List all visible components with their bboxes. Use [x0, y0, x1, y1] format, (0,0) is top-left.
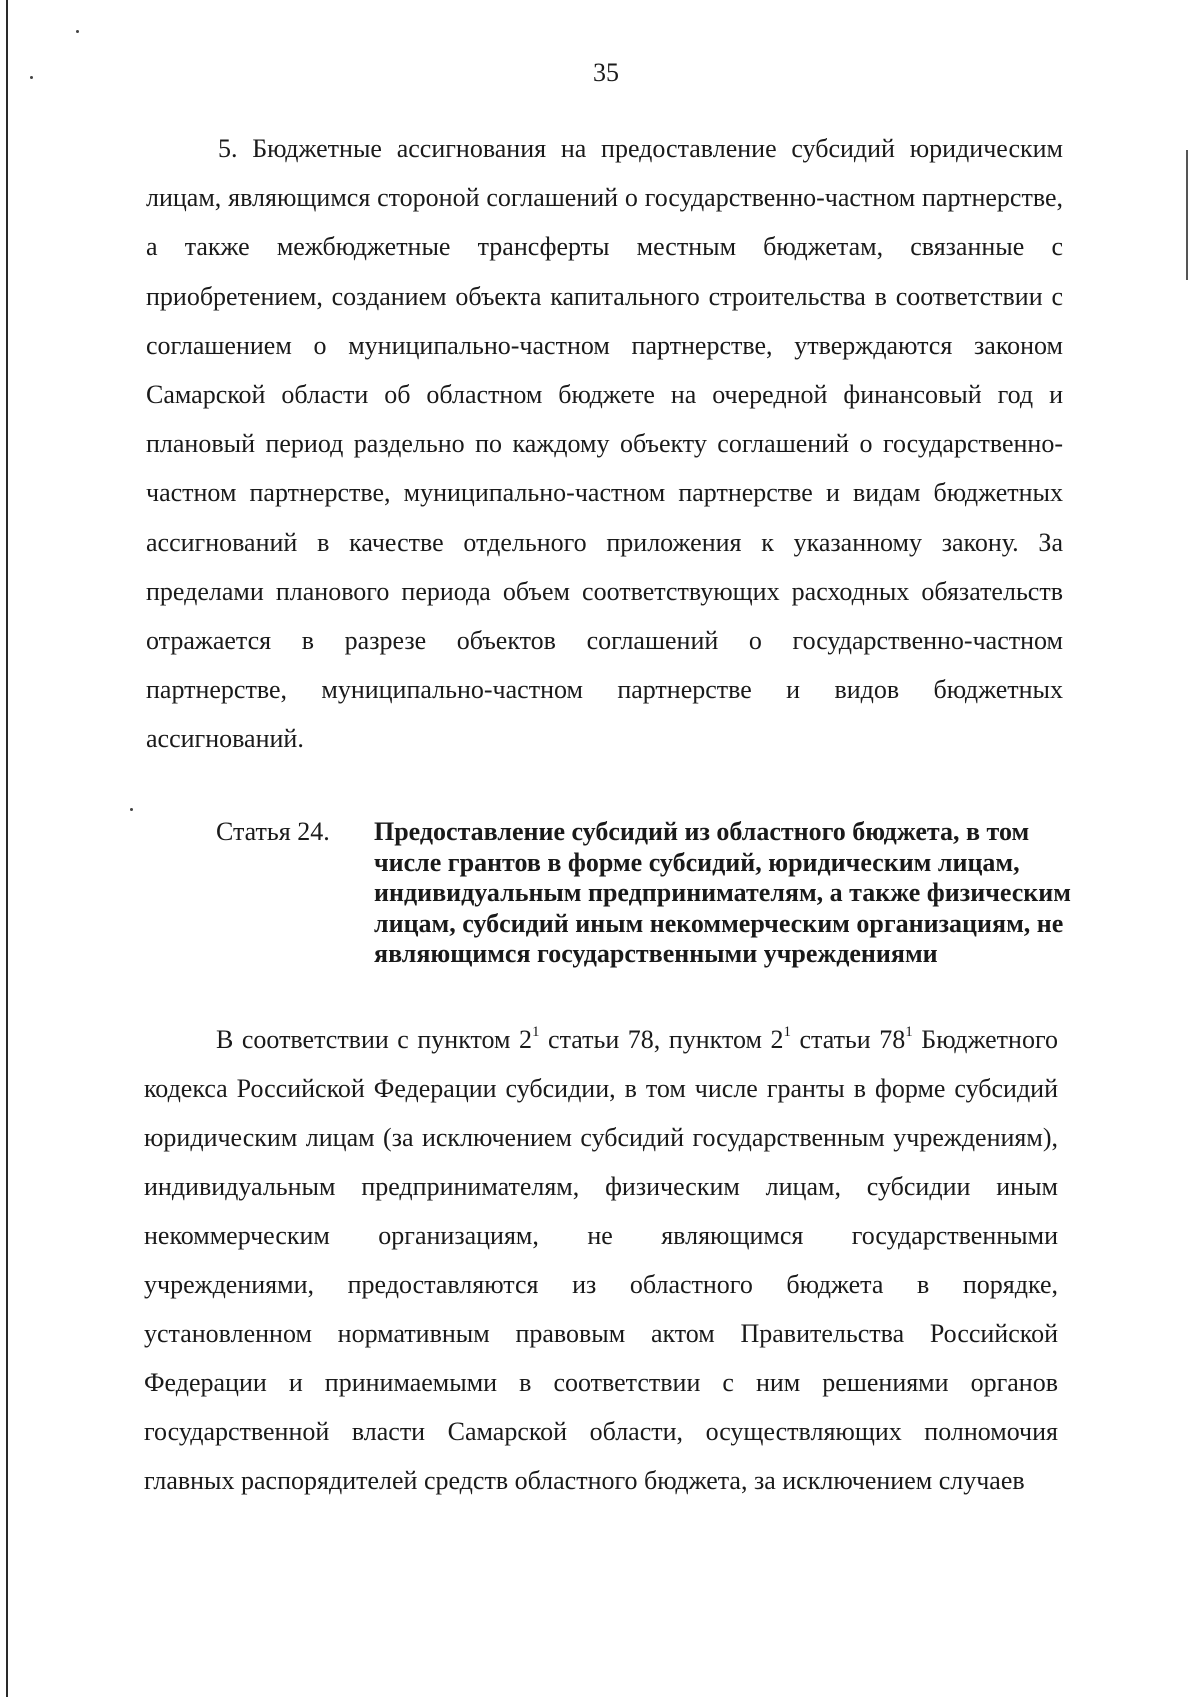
scan-left-edge — [6, 0, 8, 1697]
text-run: статьи 78 — [790, 1025, 906, 1054]
paragraph-text: 5. Бюджетные ассигнования на предоставление субсидий юридическим лицам, являющимся стороной соглашений о государственно-частном партнерстве, а также межбюджетные трансферты местным бюджетам, связанные с приобретением, созданием объекта капитального строительства в соответствии с соглашением о муниципально-частном партнерстве, утверждаются законом Самарской области об областном бюджете на очередной финансовый год и плановый период раздельно по каждому объекту соглашений о государственно-частном партнерстве, муниципально-частном партнерстве и видам бюджетных ассигнований в качестве отдельного приложения к указанному закону. За пределами планового периода объем соответствующих расходных обязательств отражается в разрезе объектов соглашений о государственно-частном партнерстве, муниципально-частном партнерстве и видов бюджетных ассигнований. — [146, 134, 1063, 754]
text-run: В соответствии с пунктом 2 — [216, 1025, 533, 1054]
text-run: статьи 78, пунктом 2 — [539, 1025, 784, 1054]
article-title: Предоставление субсидий из областного бюджета, в том числе грантов в форме субсидий, юридическим лицам, индивидуальным предпринимателям, а также физическим лицам, субсидий иным некоммерческим организациям, не являющимся государственными учреждениями — [374, 817, 1071, 968]
scan-speck — [130, 808, 133, 811]
superscript: 1 — [532, 1024, 540, 1040]
text-run: Бюджетного кодекса Российской Федерации субсидии, в том числе гранты в форме субсидий юридическим лицам (за исключением субсидий государственным учреждениям), индивидуальным предпринимателям, физическим лицам, субсидии иным некоммерческим организациям, не являющимся государственными учреждениями, предоставляются из областного бюджета в порядке, установленном нормативным правовым актом Правительства Российской Федерации и принимаемыми в соответствии с ним решениями органов государственной власти Самарской области, осуществляющих полномочия главных распорядителей средств областного бюджета, за исключением случаев — [144, 1025, 1058, 1495]
article-body-paragraph — [144, 1015, 1058, 1505]
paragraph-5 — [146, 124, 1063, 764]
superscript: 1 — [783, 1024, 791, 1040]
page-number: 35 — [593, 58, 619, 87]
scan-speck — [76, 30, 79, 33]
scan-right-mark — [1186, 150, 1188, 280]
superscript: 1 — [905, 1024, 913, 1040]
article-label: Статья 24. — [216, 817, 330, 846]
paragraph-text — [144, 1015, 1058, 1505]
